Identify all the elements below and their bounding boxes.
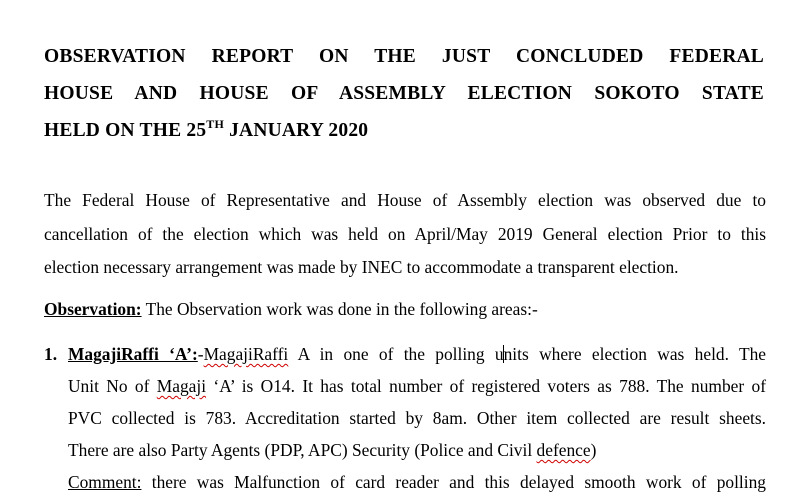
report-title bbox=[44, 38, 764, 149]
item-line-2-text-a: Unit No of bbox=[68, 376, 157, 396]
observation-label: Observation: bbox=[44, 299, 142, 319]
item-line-4 bbox=[68, 434, 766, 466]
observation-list bbox=[44, 338, 766, 498]
item-title: MagajiRaffi ‘A’: bbox=[68, 344, 198, 364]
spell-flag-defence: defence bbox=[536, 440, 591, 460]
spell-flag-magajiraffi: MagajiRaffi bbox=[203, 344, 289, 364]
item-dash: - bbox=[197, 344, 204, 364]
item-line-3: PVC collected is 783. Accreditation started by 8am. Other item collected are result sheets. bbox=[68, 408, 766, 428]
intro-line-2: cancellation of the election which was held on April/May 2019 General election Prior to this bbox=[44, 223, 766, 244]
item-line-4-text-a: There are also Party Agents (PDP, APC) Security (Police and Civil bbox=[68, 440, 537, 460]
list-item bbox=[44, 338, 766, 498]
comment-line bbox=[68, 466, 766, 498]
list-item-number: 1. bbox=[44, 344, 58, 364]
title-line-3 bbox=[44, 112, 764, 149]
intro-paragraph bbox=[44, 184, 766, 285]
title-superscript: TH bbox=[206, 117, 225, 131]
list-item-body bbox=[68, 338, 766, 498]
title-line-1: OBSERVATION REPORT ON THE JUST CONCLUDED FEDERAL bbox=[44, 46, 764, 67]
item-line-4-text-b: ) bbox=[590, 440, 597, 460]
item-line-2-text-b: ‘A’ is O14. It has total number of registered voters as 788. The number of bbox=[206, 376, 766, 396]
comment-label: Comment: bbox=[68, 472, 142, 492]
comment-text: there was Malfunction of card reader and this delayed smooth work of polling bbox=[141, 472, 766, 492]
item-line-1-text-b: nits where election was held. The bbox=[503, 344, 767, 364]
intro-line-3: election necessary arrangement was made by INEC to accommodate a transparent election. bbox=[44, 257, 679, 277]
title-line-2: HOUSE AND HOUSE OF ASSEMBLY ELECTION SOKOTO STATE bbox=[44, 83, 764, 104]
title-line-3-start: HELD ON THE 25 bbox=[44, 120, 207, 141]
observation-heading bbox=[44, 293, 766, 326]
item-line-2 bbox=[68, 370, 766, 402]
item-line-1 bbox=[68, 338, 766, 370]
observation-text: The Observation work was done in the following areas:- bbox=[141, 299, 538, 319]
intro-line-1: The Federal House of Representative and House of Assembly election was observed due to bbox=[44, 190, 766, 210]
spell-flag-magaji: Magaji bbox=[156, 376, 207, 396]
item-line-1-text-a: A in one of the polling u bbox=[288, 344, 504, 364]
title-line-3-end: JANUARY 2020 bbox=[224, 120, 369, 141]
